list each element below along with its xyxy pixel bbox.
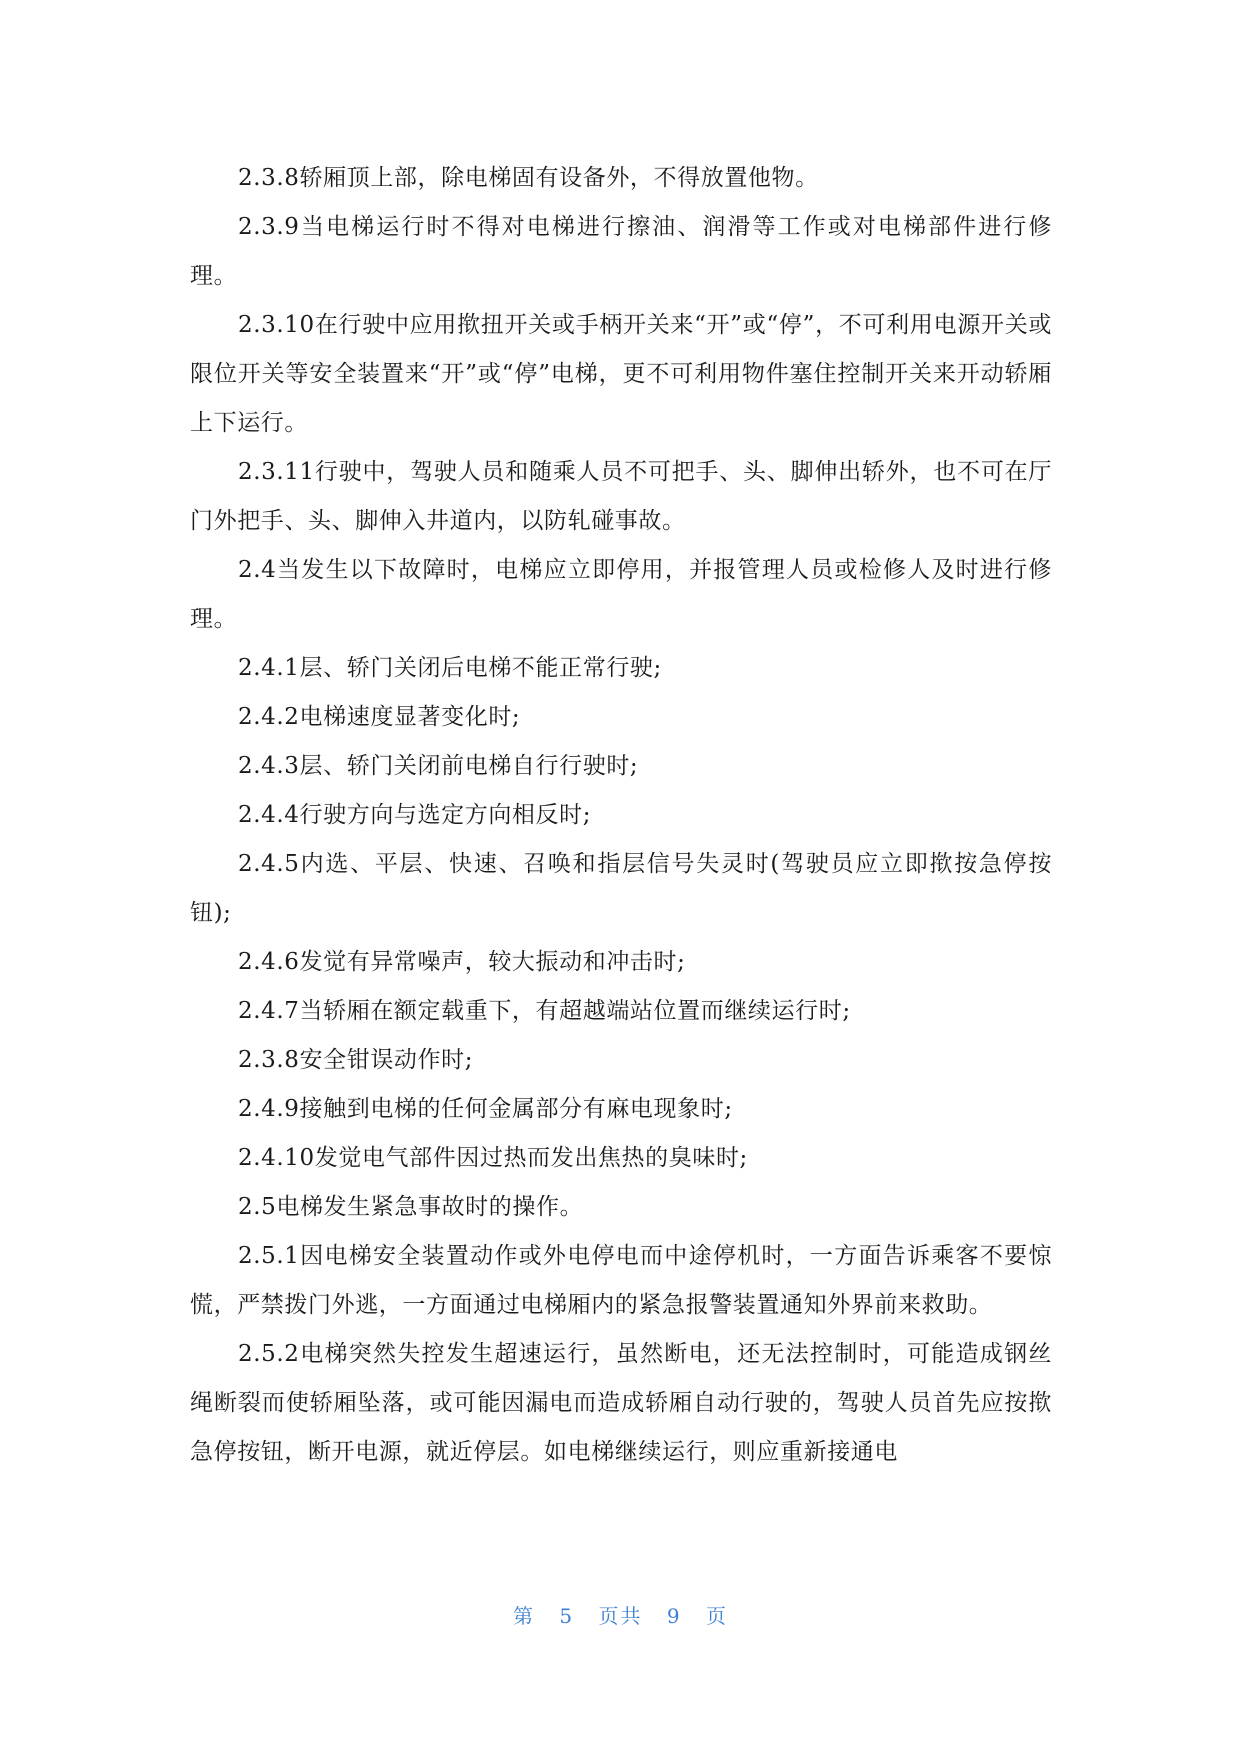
paragraph-2-5-1: 2.5.1因电梯安全装置动作或外电停电而中途停机时，一方面告诉乘客不要惊慌，严禁拨门外逃，一方面通过电梯厢内的紧急报警装置通知外界前来救助。 [190,1243,1052,1318]
paragraph-2-4-7: 2.4.7当轿厢在额定载重下，有超越端站位置而继续运行时; [238,998,851,1024]
paragraph-2-4-3: 2.4.3层、轿门关闭前电梯自行行驶时; [238,753,639,779]
paragraph-2-3-10: 2.3.10在行驶中应用揿扭开关或手柄开关来“开”或“停”，不可利用电源开关或限位开关等安全装置来“开”或“停”电梯，更不可利用物件塞住控制开关来开动轿厢上下运行。 [190,312,1052,436]
page-footer [0,1600,1241,1629]
document-body [190,154,1052,1477]
footer-middle: 页共 [598,1604,643,1628]
paragraph-2-4-1: 2.4.1层、轿门关闭后电梯不能正常行驶; [238,655,662,681]
paragraph-2-3-8: 2.3.8轿厢顶上部，除电梯固有设备外，不得放置他物。 [238,165,819,191]
paragraph-2-4-6: 2.4.6发觉有异常噪声，较大振动和冲击时; [238,949,686,975]
paragraph-2-3-8-b: 2.3.8安全钳误动作时; [238,1047,474,1073]
footer-suffix: 页 [705,1604,728,1628]
paragraph-2-5: 2.5电梯发生紧急事故时的操作。 [238,1194,584,1220]
paragraph-2-4-5: 2.4.5内选、平层、快速、召唤和指层信号失灵时(驾驶员应立即揿按急停按钮); [190,851,1052,926]
paragraph-2-4-9: 2.4.9接触到电梯的任何金属部分有麻电现象时; [238,1096,733,1122]
footer-prefix: 第 [513,1604,536,1628]
footer-current-page: 5 [559,1604,575,1628]
paragraph-2-4-10: 2.4.10发觉电气部件因过热而发出焦热的臭味时; [238,1145,748,1171]
footer-total-pages: 9 [666,1604,682,1628]
paragraph-2-5-2: 2.5.2电梯突然失控发生超速运行，虽然断电，还无法控制时，可能造成钢丝绳断裂而使轿厢坠落，或可能因漏电而造成轿厢自动行驶的，驾驶人员首先应按揿急停按钮，断开电源，就近停层。如电梯继续运行，则应重新接通电 [190,1341,1052,1465]
paragraph-2-3-9: 2.3.9当电梯运行时不得对电梯进行擦油、润滑等工作或对电梯部件进行修理。 [190,214,1052,289]
paragraph-2-4: 2.4当发生以下故障时，电梯应立即停用，并报管理人员或检修人及时进行修理。 [190,557,1052,632]
paragraph-2-4-2: 2.4.2电梯速度显著变化时; [238,704,521,730]
paragraph-2-3-11: 2.3.11行驶中，驾驶人员和随乘人员不可把手、头、脚伸出轿外，也不可在厅门外把手、头、脚伸入井道内，以防轧碰事故。 [190,459,1052,534]
paragraph-2-4-4: 2.4.4行驶方向与选定方向相反时; [238,802,592,828]
